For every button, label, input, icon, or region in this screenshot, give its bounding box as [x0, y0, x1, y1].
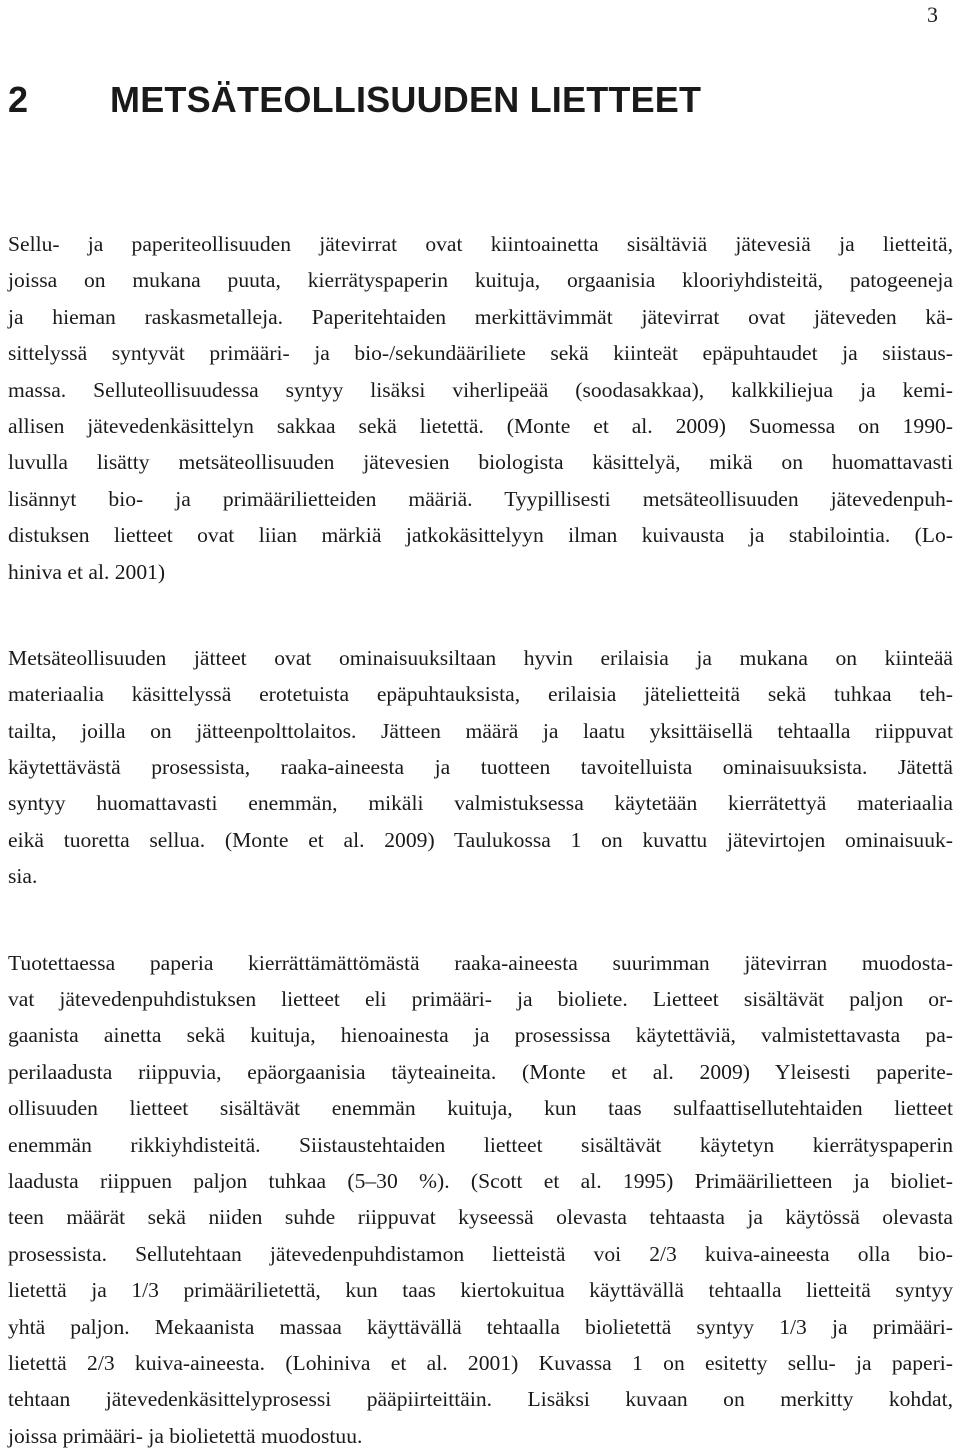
text-line: lisännyt bio- ja primäärilietteiden määriä. Tyypillisesti metsäteollisuuden jätevedenpuh-: [8, 486, 953, 511]
text-line: distuksen lietteet ovat liian märkiä jatkokäsittelyyn ilman kuivausta ja stabilointia. (Lo-: [8, 523, 953, 548]
paragraph: [8, 640, 953, 895]
text-line: allisen jätevedenkäsittelyn sakkaa sekä lietettä. (Monte et al. 2009) Suomessa on 1990-: [8, 413, 953, 438]
text-line: enemmän rikkiyhdisteitä. Siistaustehtaiden lietteet sisältävät käytetyn kierrätyspaperin: [8, 1132, 953, 1157]
text-line: tehtaan jätevedenkäsittelyprosessi pääpiirteittäin. Lisäksi kuvaan on merkitty kohdat,: [8, 1387, 953, 1412]
text-line: joissa primääri- ja biolietettä muodostuu.: [8, 1423, 363, 1448]
text-line: lietettä ja 1/3 primäärilietettä, kun taas kiertokuitua käyttävällä tehtaalla lietteitä syntyy: [8, 1278, 953, 1303]
text-line: joissa on mukana puuta, kierrätyspaperin kuituja, orgaanisia klooriyhdisteitä, patogeeneja: [8, 268, 953, 293]
text-line: gaanista ainetta sekä kuituja, hienoainesta ja prosessissa käytettäviä, valmistettavasta pa-: [8, 1023, 953, 1048]
text-line: massa. Selluteollisuudessa syntyy lisäksi viherlipeää (soodasakkaa), kalkkiliejua ja kemi-: [8, 377, 953, 402]
text-line: Metsäteollisuuden jätteet ovat ominaisuuksiltaan hyvin erilaisia ja mukana on kiinteää: [8, 645, 953, 670]
text-line: Tuotettaessa paperia kierrättämättömästä raaka-aineesta suurimman jätevirran muodosta-: [8, 950, 953, 975]
text-line: sittelyssä syntyvät primääri- ja bio-/sekundääriliete sekä kiinteät epäpuhtaudet ja siistaus-: [8, 341, 953, 366]
text-line: prosessista. Sellutehtaan jätevedenpuhdistamon lietteistä voi 2/3 kuiva-aineesta olla bio-: [8, 1241, 953, 1266]
body-text: [8, 226, 953, 1454]
text-line: sia.: [8, 864, 38, 889]
paragraph-gap: [8, 590, 953, 640]
text-line: perilaadusta riippuvia, epäorgaanisia täyteaineita. (Monte et al. 2009) Yleisesti paperite-: [8, 1059, 953, 1084]
text-line: vat jätevedenpuhdistuksen lietteet eli primääri- ja bioliete. Lietteet sisältävät paljon or-: [8, 987, 953, 1012]
paragraph: [8, 945, 953, 1454]
text-line: Sellu- ja paperiteollisuuden jätevirrat ovat kiintoainetta sisältäviä jätevesiä ja lietteitä,: [8, 232, 953, 256]
text-line: hiniva et al. 2001): [8, 559, 166, 584]
chapter-number: 2: [8, 79, 29, 120]
text-line: teen määrät sekä niiden suhde riippuvat kyseessä olevasta tehtaasta ja käytössä olevasta: [8, 1205, 953, 1230]
chapter-title: METSÄTEOLLISUUDEN LIETTEET: [110, 79, 702, 120]
paragraph: [8, 226, 953, 590]
text-line: ollisuuden lietteet sisältävät enemmän kuituja, kun taas sulfaattisellutehtaiden lietteet: [8, 1096, 953, 1121]
page-number: 3: [927, 2, 938, 27]
text-line: käytettävästä prosessista, raaka-aineesta ja tuotteen tavoitelluista ominaisuuksista. Jätettä: [8, 755, 953, 780]
text-line: ja hieman raskasmetalleja. Paperitehtaiden merkittävimmät jätevirrat ovat jäteveden kä-: [8, 304, 953, 329]
text-line: laadusta riippuen paljon tuhkaa (5–30 %). (Scott et al. 1995) Primäärilietteen ja bioliet-: [8, 1168, 953, 1193]
text-line: syntyy huomattavasti enemmän, mikäli valmistuksessa käytetään kierrätettyä materiaalia: [8, 791, 953, 816]
paragraph-gap: [8, 895, 953, 945]
text-line: materiaalia käsittelyssä erotetuista epäpuhtauksista, erilaisia jätelietteitä sekä tuhkaa teh-: [8, 682, 953, 707]
text-line: lietettä 2/3 kuiva-aineesta. (Lohiniva et al. 2001) Kuvassa 1 on esitetty sellu- ja paperi-: [8, 1350, 953, 1375]
text-line: luvulla lisätty metsäteollisuuden jätevesien biologista käsittelyä, mikä on huomattavasti: [8, 450, 953, 475]
text-line: yhtä paljon. Mekaanista massaa käyttävällä tehtaalla biolietettä syntyy 1/3 ja primääri-: [8, 1314, 953, 1339]
chapter-heading: [8, 78, 701, 122]
text-line: tailta, joilla on jätteenpolttolaitos. Jätteen määrä ja laatu yksittäisellä tehtaalla riippuvat: [8, 718, 953, 743]
text-line: eikä tuoretta sellua. (Monte et al. 2009) Taulukossa 1 on kuvattu jätevirtojen ominaisuuk-: [8, 827, 953, 852]
